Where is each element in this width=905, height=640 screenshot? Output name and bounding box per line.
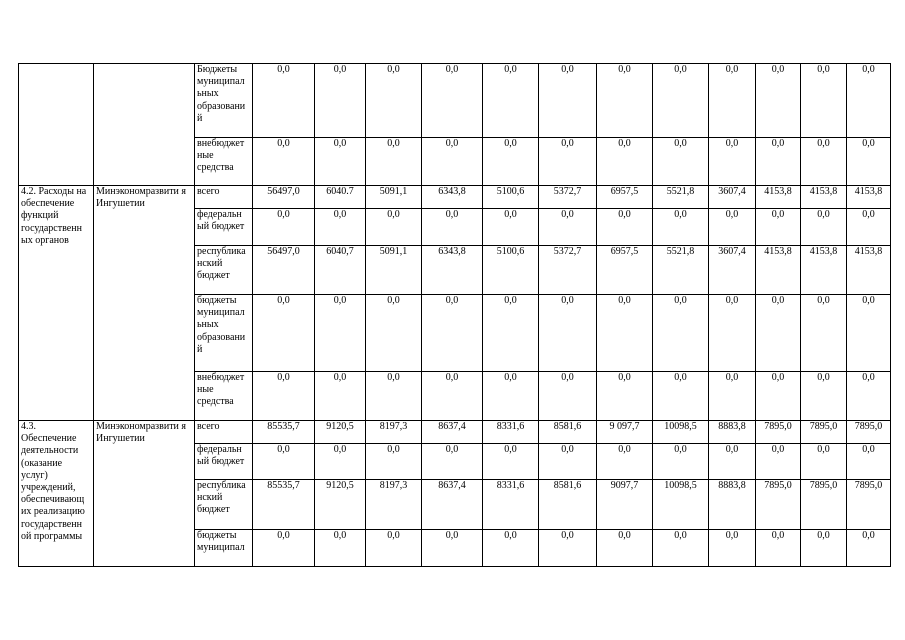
value-cell: 6343,8 [422,186,483,209]
value-cell: 4153,8 [801,186,847,209]
funding-source-cell: федеральн ый бюджет [195,444,253,480]
value-cell: 8331,6 [483,421,539,444]
value-cell: 0,0 [847,372,891,421]
value-cell: 4153,8 [756,246,801,295]
executor-cell: Минэкономразвити я Ингушетии [94,421,195,567]
value-cell: 9120,5 [315,480,366,530]
value-cell: 0,0 [801,64,847,138]
value-cell: 8883,8 [709,421,756,444]
value-cell: 6957,5 [597,246,653,295]
value-cell: 0,0 [422,444,483,480]
funding-source-cell: внебюджет ные средства [195,138,253,186]
value-cell: 4153,8 [847,246,891,295]
value-cell: 5372,7 [539,246,597,295]
value-cell: 9120,5 [315,421,366,444]
value-cell: 5100,6 [483,186,539,209]
value-cell: 0,0 [253,209,315,246]
value-cell: 9 097,7 [597,421,653,444]
value-cell: 0,0 [756,209,801,246]
value-cell: 0,0 [253,372,315,421]
value-cell: 0,0 [253,295,315,372]
value-cell: 7895,0 [756,421,801,444]
value-cell: 0,0 [366,209,422,246]
value-cell: 0,0 [366,295,422,372]
value-cell: 7895,0 [847,421,891,444]
value-cell: 8197,3 [366,480,422,530]
value-cell: 8581,6 [539,421,597,444]
value-cell: 5521,8 [653,186,709,209]
value-cell: 8581,6 [539,480,597,530]
value-cell: 0,0 [483,295,539,372]
value-cell: 0,0 [847,64,891,138]
value-cell: 0,0 [539,530,597,567]
value-cell: 0,0 [315,138,366,186]
value-cell: 7895,0 [847,480,891,530]
value-cell: 0,0 [366,530,422,567]
value-cell: 4153,8 [801,246,847,295]
value-cell: 5091,1 [366,246,422,295]
funding-source-cell: всего [195,421,253,444]
value-cell: 56497,0 [253,186,315,209]
value-cell: 0,0 [709,209,756,246]
value-cell: 0,0 [366,444,422,480]
value-cell: 0,0 [483,530,539,567]
table-body [19,64,891,567]
value-cell: 0,0 [709,372,756,421]
value-cell: 0,0 [483,209,539,246]
value-cell: 0,0 [709,295,756,372]
value-cell: 0,0 [422,209,483,246]
value-cell: 0,0 [801,444,847,480]
value-cell: 0,0 [483,372,539,421]
program-item-name [19,64,94,186]
value-cell: 0,0 [653,209,709,246]
value-cell: 0,0 [315,295,366,372]
value-cell: 0,0 [483,64,539,138]
value-cell: 56497,0 [253,246,315,295]
funding-source-cell: республика нский бюджет [195,480,253,530]
value-cell: 8637,4 [422,421,483,444]
table-row [19,421,891,444]
value-cell: 5521,8 [653,246,709,295]
value-cell: 7895,0 [801,421,847,444]
value-cell: 0,0 [847,138,891,186]
funding-source-cell: федеральн ый бюджет [195,209,253,246]
value-cell: 7895,0 [801,480,847,530]
funding-source-cell: бюджеты муниципал [195,530,253,567]
value-cell: 0,0 [422,64,483,138]
value-cell: 6040,7 [315,246,366,295]
funding-source-cell: республика нский бюджет [195,246,253,295]
value-cell: 8197,3 [366,421,422,444]
value-cell: 0,0 [422,138,483,186]
value-cell: 0,0 [709,530,756,567]
value-cell: 8883,8 [709,480,756,530]
value-cell: 10098,5 [653,421,709,444]
value-cell: 0,0 [847,444,891,480]
value-cell: 0,0 [756,138,801,186]
value-cell: 5091,1 [366,186,422,209]
value-cell: 0,0 [597,295,653,372]
value-cell: 0,0 [756,530,801,567]
value-cell: 0,0 [653,138,709,186]
executor-cell: Минэкономразвити я Ингушетии [94,186,195,421]
value-cell: 0,0 [801,530,847,567]
value-cell: 0,0 [597,444,653,480]
value-cell: 0,0 [597,64,653,138]
value-cell: 0,0 [653,444,709,480]
program-item-name: 4.2. Расходы на обеспечение функций государственн ых органов [19,186,94,421]
value-cell: 0,0 [597,209,653,246]
funding-source-cell: бюджеты муниципал ьных образовани й [195,295,253,372]
value-cell: 3607,4 [709,186,756,209]
value-cell: 0,0 [756,64,801,138]
value-cell: 0,0 [539,444,597,480]
value-cell: 0,0 [483,138,539,186]
value-cell: 0,0 [756,372,801,421]
value-cell: 0,0 [756,444,801,480]
value-cell: 0,0 [422,372,483,421]
funding-source-cell: Бюджеты муниципал ьных образовани й [195,64,253,138]
funding-source-cell: всего [195,186,253,209]
value-cell: 0,0 [801,209,847,246]
value-cell: 0,0 [847,295,891,372]
value-cell: 8637,4 [422,480,483,530]
value-cell: 0,0 [801,372,847,421]
value-cell: 8331,6 [483,480,539,530]
value-cell: 5100,6 [483,246,539,295]
value-cell: 0,0 [653,530,709,567]
budget-table [18,63,891,567]
value-cell: 4153,8 [847,186,891,209]
executor-cell [94,64,195,186]
value-cell: 0,0 [315,64,366,138]
value-cell: 0,0 [315,444,366,480]
value-cell: 85535,7 [253,421,315,444]
value-cell: 6040.7 [315,186,366,209]
value-cell: 0,0 [366,372,422,421]
value-cell: 0,0 [422,530,483,567]
value-cell: 0,0 [315,530,366,567]
value-cell: 0,0 [315,209,366,246]
value-cell: 0,0 [315,372,366,421]
value-cell: 0,0 [653,295,709,372]
program-item-name: 4.3. Обеспечение деятельности (оказание услуг) учреждений, обеспечивающ их реализацию государственн ой программы [19,421,94,567]
value-cell: 0,0 [597,372,653,421]
value-cell: 0,0 [709,64,756,138]
value-cell: 0,0 [539,138,597,186]
value-cell: 6343,8 [422,246,483,295]
value-cell: 0,0 [483,444,539,480]
value-cell: 0,0 [539,209,597,246]
value-cell: 4153,8 [756,186,801,209]
value-cell: 9097,7 [597,480,653,530]
value-cell: 0,0 [539,295,597,372]
value-cell: 0,0 [422,295,483,372]
value-cell: 0,0 [801,138,847,186]
table-row [19,186,891,209]
value-cell: 0,0 [253,444,315,480]
value-cell: 0,0 [597,530,653,567]
value-cell: 0,0 [653,372,709,421]
value-cell: 0,0 [801,295,847,372]
value-cell: 0,0 [709,444,756,480]
value-cell: 10098,5 [653,480,709,530]
funding-source-cell: внебюджет ные средства [195,372,253,421]
value-cell: 0,0 [253,530,315,567]
value-cell: 0,0 [366,64,422,138]
value-cell: 7895,0 [756,480,801,530]
value-cell: 0,0 [253,64,315,138]
table-row [19,64,891,138]
value-cell: 0,0 [539,64,597,138]
value-cell: 0,0 [366,138,422,186]
value-cell: 0,0 [653,64,709,138]
value-cell: 3607,4 [709,246,756,295]
value-cell: 0,0 [847,209,891,246]
value-cell: 0,0 [539,372,597,421]
value-cell: 0,0 [597,138,653,186]
value-cell: 5372,7 [539,186,597,209]
value-cell: 0,0 [253,138,315,186]
value-cell: 0,0 [709,138,756,186]
value-cell: 85535,7 [253,480,315,530]
value-cell: 0,0 [847,530,891,567]
value-cell: 0,0 [756,295,801,372]
value-cell: 6957,5 [597,186,653,209]
